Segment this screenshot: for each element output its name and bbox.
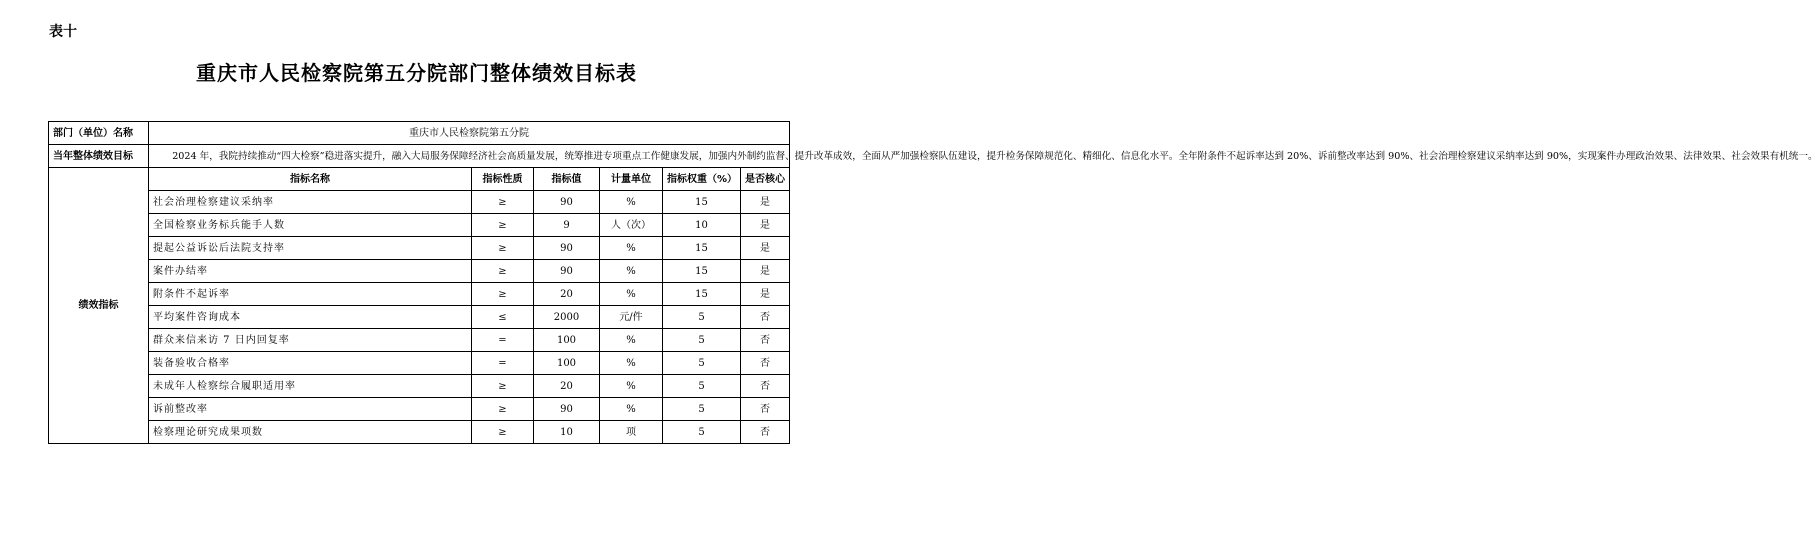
col-header-name: 指标名称 [149,168,472,191]
indicator-unit: 项 [600,421,663,444]
indicator-core: 否 [741,421,790,444]
indicator-core: 否 [741,352,790,375]
indicator-nature: ≥ [472,283,534,306]
col-header-nature: 指标性质 [472,168,534,191]
indicator-weight: 15 [663,191,741,214]
col-header-value: 指标值 [534,168,600,191]
indicator-name: 全国检察业务标兵能手人数 [149,214,472,237]
table-number-label: 表十 [49,24,77,40]
indicator-unit: 人（次） [600,214,663,237]
indicator-value: 90 [534,191,600,214]
indicator-value: 20 [534,375,600,398]
indicator-nature: ≥ [472,214,534,237]
table-row [49,329,790,352]
goal-label: 当年整体绩效目标 [49,145,149,168]
indicator-nature: = [472,352,534,375]
table-row [49,352,790,375]
indicator-value: 100 [534,329,600,352]
indicator-weight: 5 [663,375,741,398]
indicator-nature: ≥ [472,375,534,398]
indicator-name: 群众来信来访 7 日内回复率 [149,329,472,352]
indicator-value: 90 [534,398,600,421]
indicator-nature: ≥ [472,237,534,260]
indicator-core: 是 [741,260,790,283]
indicator-weight: 15 [663,283,741,306]
dept-row [49,122,790,145]
indicator-name: 诉前整改率 [149,398,472,421]
indicator-nature: ≤ [472,306,534,329]
indicator-weight: 5 [663,398,741,421]
col-header-unit: 计量单位 [600,168,663,191]
col-header-weight: 指标权重（%） [663,168,741,191]
indicator-name: 社会治理检察建议采纳率 [149,191,472,214]
indicator-value: 90 [534,260,600,283]
table-row [49,237,790,260]
indicator-weight: 10 [663,214,741,237]
indicator-name: 案件办结率 [149,260,472,283]
indicator-value: 10 [534,421,600,444]
indicator-unit: % [600,329,663,352]
indicator-weight: 5 [663,352,741,375]
indicator-name: 附条件不起诉率 [149,283,472,306]
indicator-header-row [49,168,790,191]
goal-text: 2024 年，我院持续推动“四大检察”稳进落实提升，融入大局服务保障经济社会高质量发展，统筹推进专项重点工作健康发展，加强内外制约监督、提升改革成效，全面从严加强检察队伍建设，提升检务保障规范化、精细化、信息化水平。全年附条件不起诉率达到 20%、诉前整改率达到 90%、社会治理检察建议采纳率达到 90%，实现案件办理政治效果、法律效果、社会效果有机统一。 [149,145,790,168]
indicator-core: 是 [741,283,790,306]
indicator-unit: % [600,260,663,283]
performance-target-table [48,121,1818,444]
document-title: 重庆市人民检察院第五分院部门整体绩效目标表 [196,61,637,85]
indicator-nature: ≥ [472,260,534,283]
indicator-core: 是 [741,214,790,237]
indicator-weight: 15 [663,237,741,260]
indicator-name: 平均案件咨询成本 [149,306,472,329]
indicator-name: 未成年人检察综合履职适用率 [149,375,472,398]
indicator-weight: 15 [663,260,741,283]
indicator-core: 否 [741,306,790,329]
dept-value: 重庆市人民检察院第五分院 [149,122,790,145]
indicator-unit: % [600,375,663,398]
table-row [49,421,790,444]
table-row [49,283,790,306]
table-row [49,191,790,214]
indicator-value: 90 [534,237,600,260]
indicator-core: 否 [741,329,790,352]
indicator-nature: ≥ [472,421,534,444]
indicator-unit: % [600,283,663,306]
indicator-core: 否 [741,398,790,421]
indicator-value: 2000 [534,306,600,329]
indicator-weight: 5 [663,421,741,444]
indicator-weight: 5 [663,306,741,329]
table-row [49,306,790,329]
indicator-nature: = [472,329,534,352]
indicator-unit: % [600,237,663,260]
indicator-unit: % [600,191,663,214]
indicator-name: 检察理论研究成果项数 [149,421,472,444]
col-header-core: 是否核心 [741,168,790,191]
goal-row [49,145,790,168]
indicator-value: 100 [534,352,600,375]
indicator-core: 否 [741,375,790,398]
indicator-unit: 元/件 [600,306,663,329]
indicator-value: 20 [534,283,600,306]
indicator-weight: 5 [663,329,741,352]
indicator-nature: ≥ [472,191,534,214]
indicator-value: 9 [534,214,600,237]
indicator-section-label: 绩效指标 [49,168,149,444]
indicator-core: 是 [741,191,790,214]
indicator-core: 是 [741,237,790,260]
table-row [49,398,790,421]
indicator-unit: % [600,398,663,421]
dept-label: 部门（单位）名称 [49,122,149,145]
table-row [49,375,790,398]
indicator-unit: % [600,352,663,375]
indicator-name: 装备验收合格率 [149,352,472,375]
table-row [49,214,790,237]
table-row [49,260,790,283]
indicator-name: 提起公益诉讼后法院支持率 [149,237,472,260]
indicator-nature: ≥ [472,398,534,421]
